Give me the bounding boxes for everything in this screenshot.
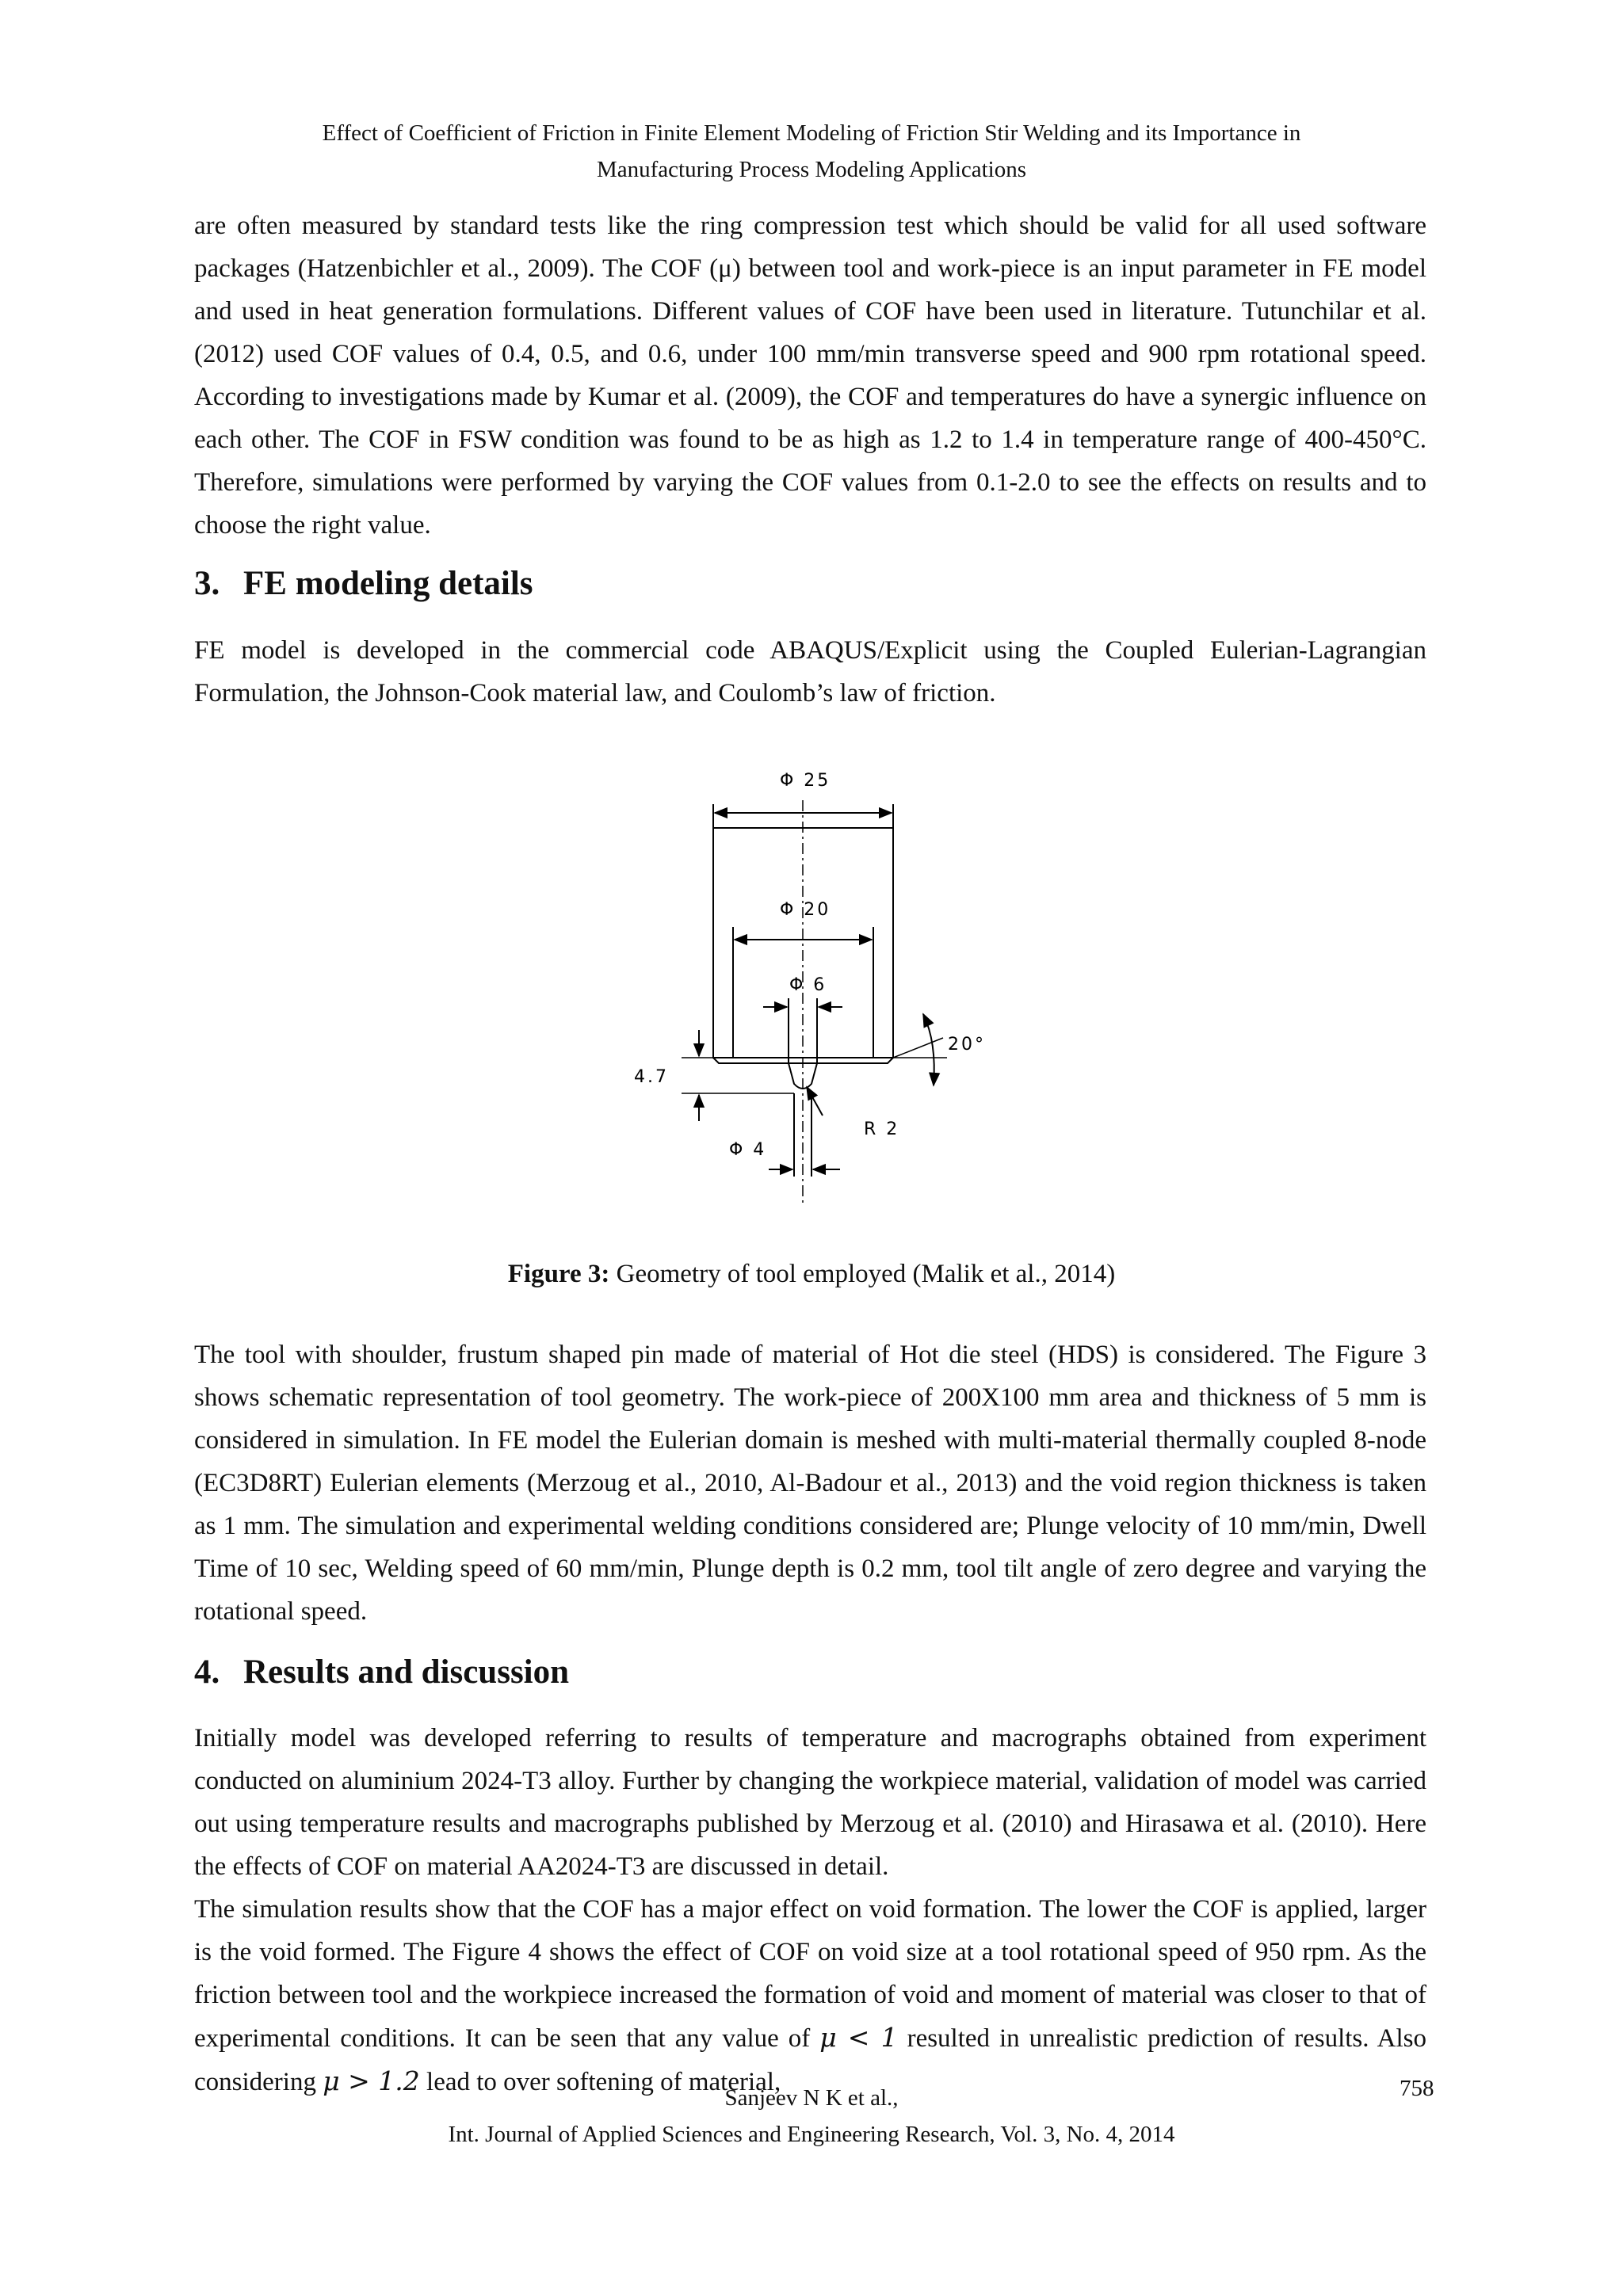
dim-pin-radius: R 2: [864, 1119, 900, 1139]
dim-pin-bottom-diameter: Φ 4: [729, 1140, 767, 1160]
paragraph-model-validation: Initially model was developed referring to results of temperature and macrographs obtained from experiment conducted on aluminium 2024-T3 alloy. Further by changing the workpiece material, validation of model was carried out using temperature results and macrographs published by Merzoug et al. (2010) and Hirasawa et al. (2010). Here the effects of COF on material AA2024-T3 are discussed in detail.: [194, 1724, 1426, 1881]
paragraph-simulation-results: [194, 1888, 1426, 2103]
running-header-line2: Manufacturing Process Modeling Applications: [596, 157, 1027, 182]
figure-label: Figure 3:: [507, 1260, 610, 1288]
section-heading-4: [194, 1653, 569, 1691]
dim-tilt-angle: 20°: [948, 1035, 986, 1055]
page-number: 758: [1400, 2076, 1434, 2101]
running-header-line1: Effect of Coefficient of Friction in Finite Element Modeling of Friction Stir Welding and its Importance in: [322, 120, 1301, 146]
tool-geometry-figure: [610, 761, 1022, 1212]
footer-authors: Sanjeev N K et al.,: [724, 2085, 899, 2111]
section-title: FE modeling details: [243, 565, 533, 602]
section-heading-3: [194, 564, 533, 603]
section-title: Results and discussion: [243, 1653, 570, 1691]
section-number: 4.: [194, 1653, 220, 1691]
math-mu-less-than-1: μ < 1: [819, 2022, 898, 2053]
figure-caption: [0, 1260, 1623, 1289]
figure-caption-text: Geometry of tool employed (Malik et al., 2014): [609, 1260, 1116, 1288]
results-text-end: lead to over softening of material,: [419, 2068, 781, 2096]
dim-pin-top-diameter: Φ 6: [789, 975, 827, 995]
math-mu-greater-than-1-2: μ > 1.2: [323, 2065, 420, 2096]
page-footer: [0, 2080, 1623, 2153]
running-header: [0, 115, 1623, 188]
angle-arc: [923, 1014, 934, 1085]
dim-inner-diameter: Φ 20: [780, 900, 831, 920]
footer-journal: Int. Journal of Applied Sciences and Engineering Research, Vol. 3, No. 4, 2014: [448, 2122, 1175, 2147]
results-text-start: The simulation results show that the COF has a major effect on void formation. The lower the COF is applied, larger is the void formed. The Figure 4 shows the effect of COF on void size at a tool rotational speed of 950 rpm. As the friction between tool and the workpiece increased the formation of void and moment of material was closer to that of experimental conditions. It can be seen that any value of: [194, 1895, 1426, 2053]
dim-pin-length: 4.7: [634, 1067, 669, 1087]
dim-shoulder-diameter: Φ 25: [780, 771, 831, 791]
paragraph-tool-description: The tool with shoulder, frustum shaped pin made of material of Hot die steel (HDS) is considered. The Figure 3 shows schematic representation of tool geometry. The work-piece of 200X100 mm area and thickness of 5 mm is considered in simulation. In FE model the Eulerian domain is meshed with multi-material thermally coupled 8-node (EC3D8RT) Eulerian elements (Merzoug et al., 2010, Al-Badour et al., 2013) and the void region thickness is taken as 1 mm. The simulation and experimental welding conditions considered are; Plunge velocity of 10 mm/min, Dwell Time of 10 sec, Welding speed of 60 mm/min, Plunge depth is 0.2 mm, tool tilt angle of zero degree and varying the rotational speed.: [194, 1341, 1426, 1626]
paragraph-fe-model: FE model is developed in the commercial code ABAQUS/Explicit using the Coupled Eulerian-Lagrangian Formulation, the Johnson-Cook material law, and Coulomb’s law of friction.: [194, 636, 1426, 707]
results-text-mid: resulted in unrealistic prediction of results. Also considering: [194, 2024, 1426, 2096]
paragraph-cof-literature: are often measured by standard tests like the ring compression test which should be valid for all used software packages (Hatzenbichler et al., 2009). The COF (μ) between tool and work-piece is an input parameter in FE model and used in heat generation formulations. Different values of COF have been used in literature. Tutunchilar et al. (2012) used COF values of 0.4, 0.5, and 0.6, under 100 mm/min transverse speed and 900 rpm rotational speed. According to investigations made by Kumar et al. (2009), the COF and temperatures do have a synergic influence on each other. The COF in FSW condition was found to be as high as 1.2 to 1.4 in temperature range of 400-450°C. Therefore, simulations were performed by varying the COF values from 0.1-2.0 to see the effects on results and to choose the right value.: [194, 212, 1426, 540]
section-number: 3.: [194, 565, 220, 602]
